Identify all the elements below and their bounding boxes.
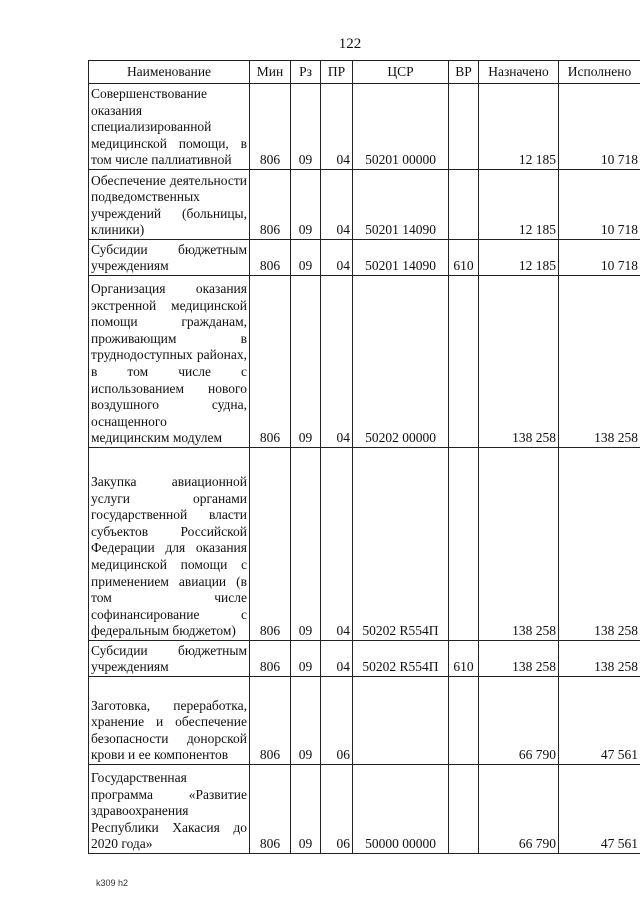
row-rz: 09	[291, 448, 321, 641]
row-executed: 138 258	[559, 276, 640, 448]
row-pr: 04	[321, 170, 353, 240]
row-vr	[449, 84, 479, 170]
row-rz: 09	[291, 240, 321, 276]
row-pr: 06	[321, 765, 353, 854]
table-row	[89, 765, 640, 854]
row-assigned: 12 185	[479, 170, 559, 240]
row-name: Государственная программа «Развитие здравоохранения Республики Хакасия до 2020 года»	[89, 765, 250, 854]
row-csr: 50202 R554П	[353, 641, 449, 677]
row-name: Закупка авиационной услуги органами государственной власти субъектов Российской Федерации для оказания медицинской помощи с применением авиации (в том числе софинансирование с федеральным бюджетом)	[89, 448, 250, 641]
page-number: 122	[338, 36, 362, 52]
row-csr: 50000 00000	[353, 765, 449, 854]
row-rz: 09	[291, 170, 321, 240]
table-row	[89, 276, 640, 448]
table-row	[89, 84, 640, 170]
row-pr: 04	[321, 448, 353, 641]
row-vr	[449, 448, 479, 641]
row-pr: 04	[321, 84, 353, 170]
row-vr	[449, 677, 479, 765]
row-assigned: 138 258	[479, 641, 559, 677]
row-executed: 138 258	[559, 641, 640, 677]
row-vr	[449, 276, 479, 448]
row-min: 806	[250, 448, 291, 641]
header-min: Мин	[250, 61, 291, 84]
row-rz: 09	[291, 641, 321, 677]
row-csr	[353, 677, 449, 765]
row-executed: 10 718	[559, 84, 640, 170]
table-header-row	[89, 61, 640, 84]
row-name: Субсидии бюджетным учреждениям	[89, 240, 250, 276]
row-min: 806	[250, 276, 291, 448]
row-assigned: 66 790	[479, 677, 559, 765]
row-csr: 50202 00000	[353, 276, 449, 448]
row-assigned: 12 185	[479, 240, 559, 276]
row-min: 806	[250, 84, 291, 170]
row-rz: 09	[291, 765, 321, 854]
row-name: Субсидии бюджетным учреждениям	[89, 641, 250, 677]
row-vr	[449, 765, 479, 854]
row-executed: 47 561	[559, 765, 640, 854]
row-vr: 610	[449, 240, 479, 276]
table-row	[89, 677, 640, 765]
footer-code: k309 h2	[96, 878, 129, 888]
row-assigned: 66 790	[479, 765, 559, 854]
header-vr: ВР	[449, 61, 479, 84]
row-executed: 47 561	[559, 677, 640, 765]
row-name: Совершенствование оказания специализированной медицинской помощи, в том числе паллиативной	[89, 84, 250, 170]
header-executed: Исполнено	[559, 61, 640, 84]
row-min: 806	[250, 677, 291, 765]
row-csr: 50201 14090	[353, 170, 449, 240]
row-executed: 138 258	[559, 448, 640, 641]
row-name: Заготовка, переработка, хранение и обеспечение безопасности донорской крови и ее компонентов	[89, 677, 250, 765]
row-rz: 09	[291, 84, 321, 170]
table-row	[89, 240, 640, 276]
row-pr: 04	[321, 240, 353, 276]
row-name: Организация оказания экстренной медицинской помощи гражданам, проживающим в труднодоступных районах, в том числе с использованием нового воздушного судна, оснащенного медицинским модулем	[89, 276, 250, 448]
row-min: 806	[250, 765, 291, 854]
row-csr: 50202 R554П	[353, 448, 449, 641]
row-min: 806	[250, 641, 291, 677]
header-csr: ЦСР	[353, 61, 449, 84]
row-executed: 10 718	[559, 170, 640, 240]
row-rz: 09	[291, 677, 321, 765]
row-assigned: 12 185	[479, 84, 559, 170]
header-rz: Рз	[291, 61, 321, 84]
row-csr: 50201 14090	[353, 240, 449, 276]
table-row	[89, 641, 640, 677]
header-pr: ПР	[321, 61, 353, 84]
row-min: 806	[250, 240, 291, 276]
row-min: 806	[250, 170, 291, 240]
row-pr: 04	[321, 276, 353, 448]
row-vr	[449, 170, 479, 240]
row-assigned: 138 258	[479, 448, 559, 641]
row-executed: 10 718	[559, 240, 640, 276]
header-name: Наименование	[89, 61, 250, 84]
header-assigned: Назначено	[479, 61, 559, 84]
budget-table	[88, 60, 640, 854]
table-row	[89, 448, 640, 641]
row-pr: 04	[321, 641, 353, 677]
row-name: Обеспечение деятельности подведомственных учреждений (больницы, клиники)	[89, 170, 250, 240]
row-rz: 09	[291, 276, 321, 448]
row-pr: 06	[321, 677, 353, 765]
row-vr: 610	[449, 641, 479, 677]
row-csr: 50201 00000	[353, 84, 449, 170]
row-assigned: 138 258	[479, 276, 559, 448]
table-row	[89, 170, 640, 240]
